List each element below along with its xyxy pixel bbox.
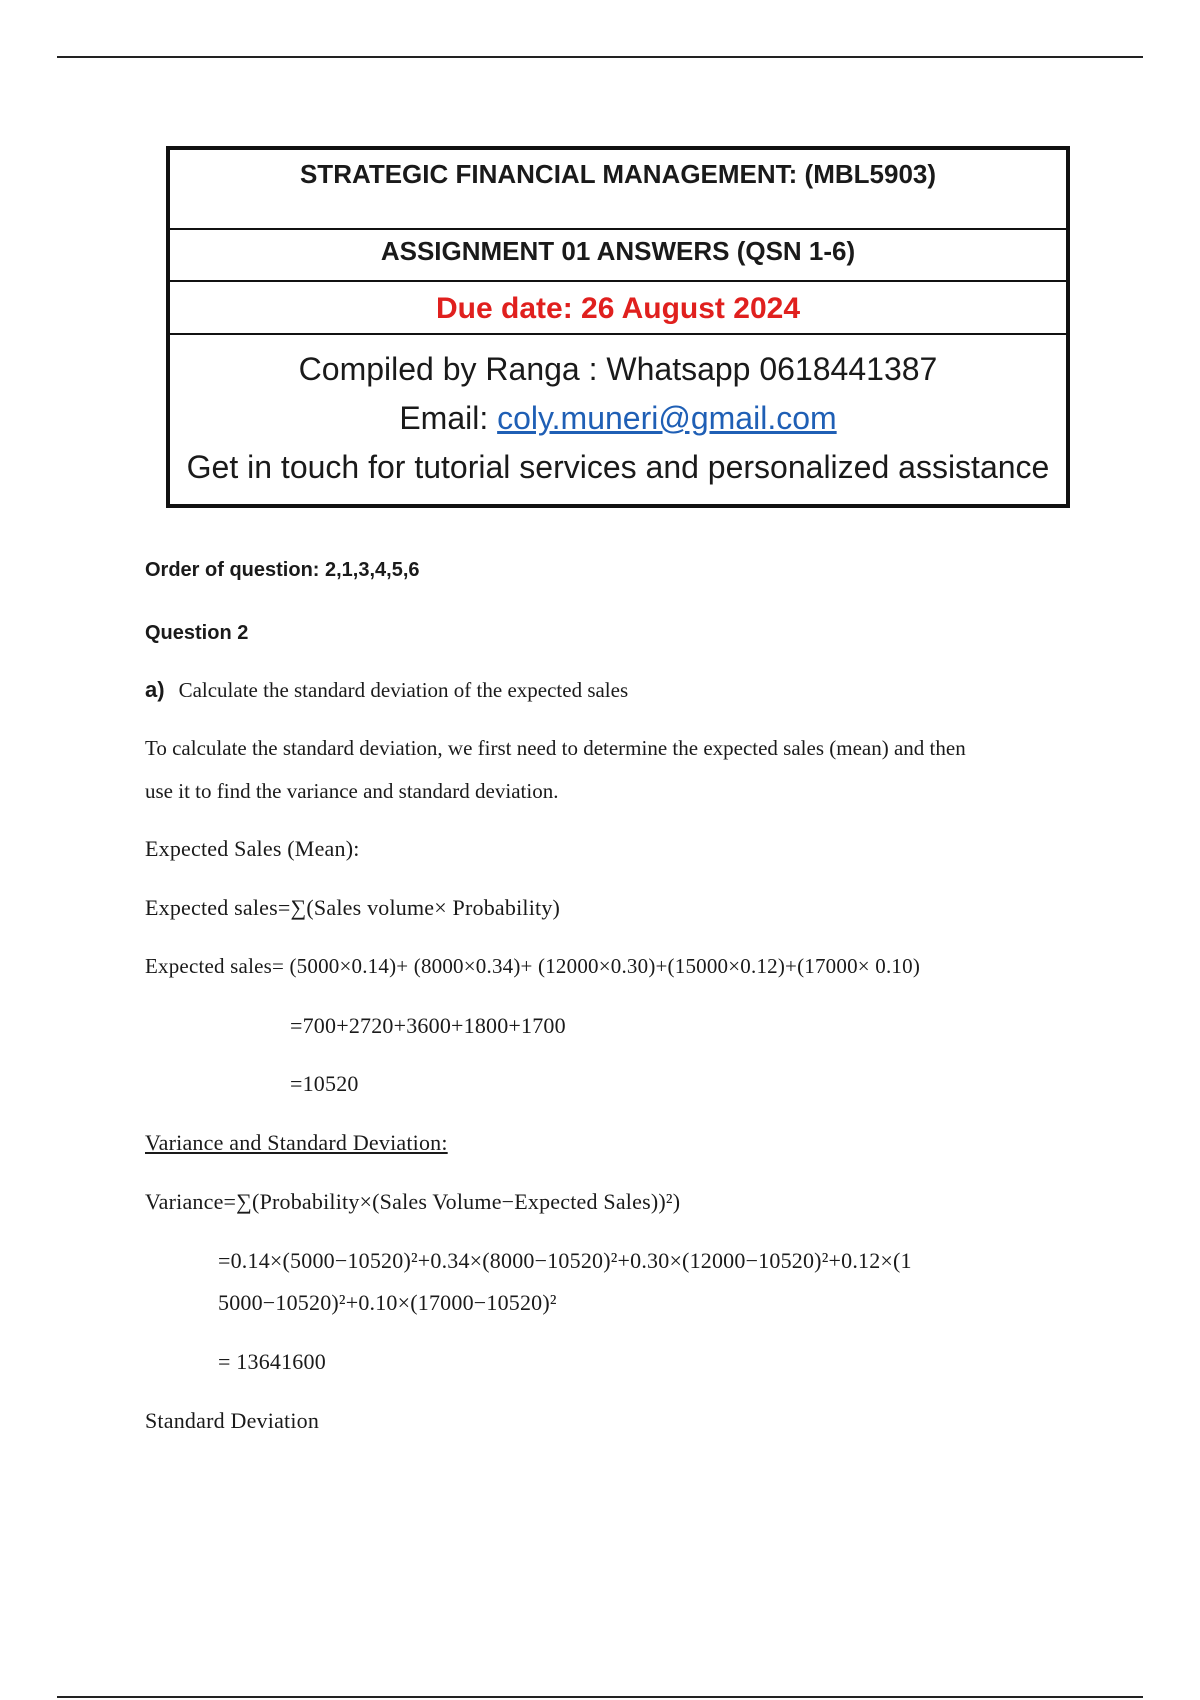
sd-heading: Standard Deviation [145, 1408, 320, 1433]
email-line [170, 394, 1066, 443]
question-heading: Question 2 [145, 622, 249, 644]
part-text: Calculate the standard deviation of the expected sales [178, 678, 629, 702]
expected-substitution: Expected sales= (5000×0.14)+ (8000×0.34)+ (12000×0.30)+(15000×0.12)+(17000× 0.10) [145, 954, 921, 978]
variance-line-1: =0.14×(5000−10520)²+0.34×(8000−10520)²+0.30×(12000−10520)²+0.12×(1 [218, 1248, 912, 1273]
email-link[interactable]: coly.muneri@gmail.com [497, 400, 837, 436]
assignment-title: ASSIGNMENT 01 ANSWERS (QSN 1-6) [170, 230, 1066, 282]
tagline: Get in touch for tutorial services and personalized assistance [186, 449, 1050, 485]
bottom-rule [57, 1696, 1143, 1698]
expected-heading: Expected Sales (Mean): [145, 836, 360, 861]
part-a [145, 677, 628, 703]
top-rule [57, 56, 1143, 58]
compiled-by: Compiled by Ranga : Whatsapp 0618441387 [298, 351, 938, 387]
intro-line-1: To calculate the standard deviation, we first need to determine the expected sales (mean) and then [145, 736, 966, 760]
variance-line-2: 5000−10520)²+0.10×(17000−10520)² [218, 1290, 557, 1315]
expected-result: =10520 [290, 1071, 359, 1096]
variance-formula: Variance=∑(Probability×(Sales Volume−Expected Sales))²) [145, 1189, 681, 1214]
expected-step: =700+2720+3600+1800+1700 [290, 1013, 566, 1038]
variance-heading: Variance and Standard Deviation: [145, 1130, 448, 1155]
question-order: Order of question: 2,1,3,4,5,6 [145, 559, 420, 581]
title-box [166, 146, 1070, 508]
intro-line-2: use it to find the variance and standard deviation. [145, 779, 559, 803]
variance-result: = 13641600 [218, 1349, 326, 1374]
email-label: Email: [399, 400, 498, 436]
due-date: Due date: 26 August 2024 [170, 282, 1066, 335]
course-title: STRATEGIC FINANCIAL MANAGEMENT: (MBL5903) [170, 150, 1066, 230]
expected-formula: Expected sales=∑(Sales volume× Probability) [145, 895, 561, 920]
part-label: a) [145, 677, 165, 702]
contact-block [170, 335, 1066, 504]
